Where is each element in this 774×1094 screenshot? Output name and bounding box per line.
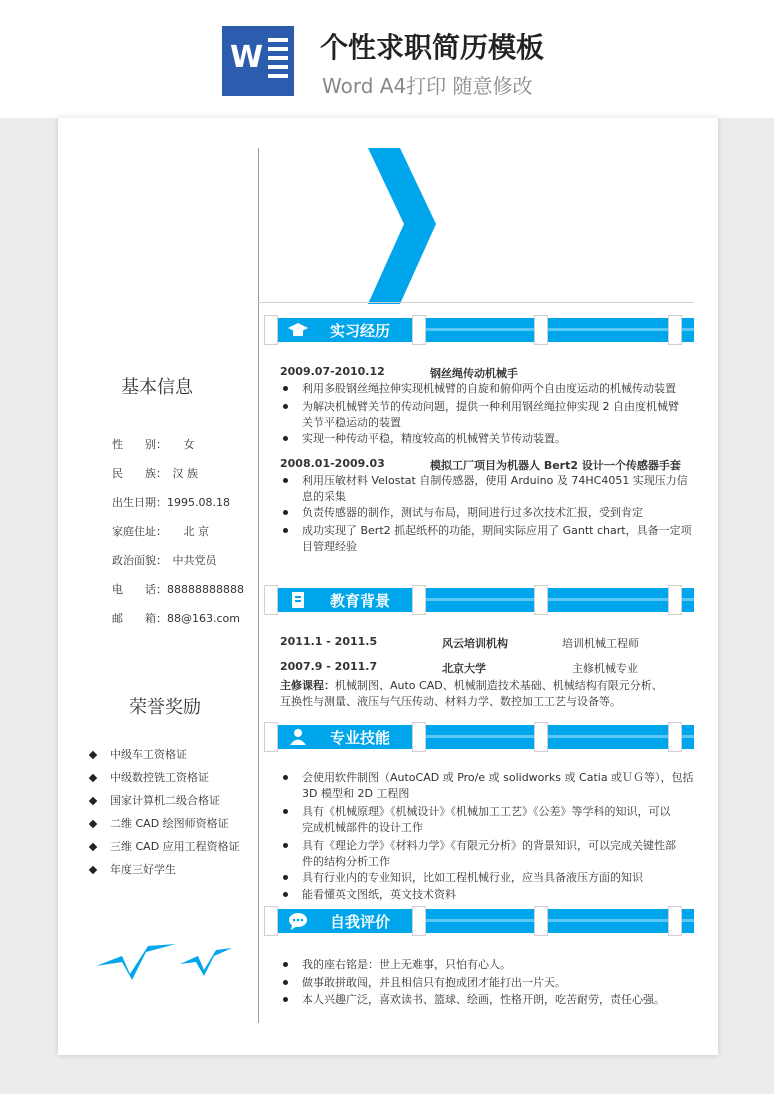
honor-item: 二维 CAD 绘图师资格证	[90, 815, 229, 831]
book-icon	[288, 591, 308, 609]
section-bar-internship	[264, 315, 694, 345]
diamond-icon	[89, 866, 97, 874]
internship-1-line: 为解决机械臂关节的传动问题，提供一种利用钢丝绳拉伸实现 2 自由度机械臂	[302, 400, 679, 413]
template-title: 个性求职简历模板	[320, 31, 545, 64]
chat-bubble-icon	[288, 912, 308, 930]
template-header	[0, 0, 774, 118]
honor-item: 中级数控铣工资格证	[90, 769, 209, 785]
basic-info-title: 基本信息	[121, 377, 193, 398]
bullet-icon	[283, 843, 288, 848]
birds-decoration-icon	[96, 940, 236, 980]
bullet-icon	[283, 809, 288, 814]
bullet-icon	[283, 997, 288, 1002]
section-title-self-eval: 自我评价	[330, 913, 391, 931]
skill-line: 具有《机械原理》《机械设计》《机械加工工艺》《公差》等学科的知识，可以	[302, 805, 671, 818]
self-eval-line: 本人兴趣广泛，喜欢读书、篮球、绘画，性格开朗，吃苦耐劳，责任心强。	[302, 993, 665, 1006]
skill-line: 会使用软件制图（AutoCAD 或 Pro/e 或 solidworks 或 Catia 或ＵＧ等），包括	[302, 771, 694, 784]
skill-line: 具有行业内的专业知识，比如工程机械行业，应当具备液压方面的知识	[302, 871, 643, 884]
bullet-icon	[283, 528, 288, 533]
info-birthdate: 出生日期：1995.08.18	[112, 496, 230, 509]
bullet-icon	[283, 892, 288, 897]
skill-line: 具有《理论力学》《材料力学》《有限元分析》的背景知识，可以完成关键性部	[302, 839, 676, 852]
internship-2-line: 利用压敏材料 Velostat 自制传感器，使用 Arduino 及 74HC4051 实现压力信	[302, 474, 688, 487]
section-title-education: 教育背景	[330, 592, 391, 610]
skill-line: 件的结构分析工作	[302, 855, 390, 868]
skill-line: 3D 模型和 2D 工程图	[302, 787, 410, 800]
internship-2-line: 负责传感器的制作，测试与布局，期间进行过多次技术汇报，受到肯定	[302, 506, 643, 519]
bullet-icon	[283, 404, 288, 409]
info-political: 政治面貌： 中共党员	[112, 554, 217, 567]
section-title-internship: 实习经历	[330, 322, 391, 340]
honor-item: 三维 CAD 应用工程资格证	[90, 838, 240, 854]
section-bar-self-eval	[264, 906, 694, 936]
info-phone: 电 话：88888888888	[112, 583, 244, 596]
bullet-icon	[283, 386, 288, 391]
internship-2-line: 息的采集	[302, 490, 346, 503]
internship-2-line: 成功实现了 Bert2 抓起纸杯的功能，期间实际应用了 Gantt chart，具备一定项	[302, 524, 692, 537]
internship-1-line: 利用多股钢丝绳拉伸实现机械臂的自旋和俯仰两个自由度运动的机械传动装置	[302, 382, 676, 395]
section-title-skills: 专业技能	[330, 729, 391, 747]
diamond-icon	[89, 820, 97, 828]
bullet-icon	[283, 875, 288, 880]
graduation-cap-icon	[288, 321, 308, 339]
bullet-icon	[283, 436, 288, 441]
header-divider	[258, 302, 694, 303]
honors-title: 荣誉奖励	[129, 697, 201, 718]
internship-1-line: 关节平稳运动的装置	[302, 416, 401, 429]
word-logo-letter: W	[230, 40, 264, 75]
diamond-icon	[89, 797, 97, 805]
diamond-icon	[89, 751, 97, 759]
info-address: 家庭住址： 北 京	[112, 525, 209, 538]
course-line-2: 互换性与测量、液压与气压传动、材料力学、数控加工工艺与设备等。	[280, 695, 621, 708]
section-bar-education	[264, 585, 694, 615]
self-eval-line: 做事敢拼敢闯，并且相信只有抱成团才能打出一片天。	[302, 976, 566, 989]
chevron-decoration-icon	[360, 148, 440, 304]
bullet-icon	[283, 775, 288, 780]
diamond-icon	[89, 843, 97, 851]
bullet-icon	[283, 962, 288, 967]
honor-item: 中级车工资格证	[90, 746, 187, 762]
internship-1-line: 实现一种传动平稳，精度较高的机械臂关节传动装置。	[302, 432, 566, 445]
info-gender: 性 别： 女	[112, 438, 195, 451]
skill-line: 能看懂英文图纸，英文技术资料	[302, 888, 456, 901]
word-icon	[222, 26, 294, 96]
info-email: 邮 箱：88@163.com	[112, 612, 240, 625]
bullet-icon	[283, 478, 288, 483]
internship-2-line: 目管理经验	[302, 540, 357, 553]
honor-item: 国家计算机二级合格证	[90, 792, 220, 808]
user-icon	[288, 728, 308, 746]
course-line-1: 主修课程：机械制图、Auto CAD、机械制造技术基础、机械结构有限元分析、	[280, 679, 663, 692]
bullet-icon	[283, 510, 288, 515]
diamond-icon	[89, 774, 97, 782]
skill-line: 完成机械部件的设计工作	[302, 821, 423, 834]
honor-item: 年度三好学生	[90, 861, 176, 877]
self-eval-line: 我的座右铭是：世上无难事，只怕有心人。	[302, 958, 511, 971]
column-divider	[258, 148, 259, 1023]
info-ethnicity: 民 族： 汉 族	[112, 467, 198, 480]
bullet-icon	[283, 980, 288, 985]
section-bar-skills	[264, 722, 694, 752]
template-subtitle: Word A4打印 随意修改	[322, 74, 533, 98]
